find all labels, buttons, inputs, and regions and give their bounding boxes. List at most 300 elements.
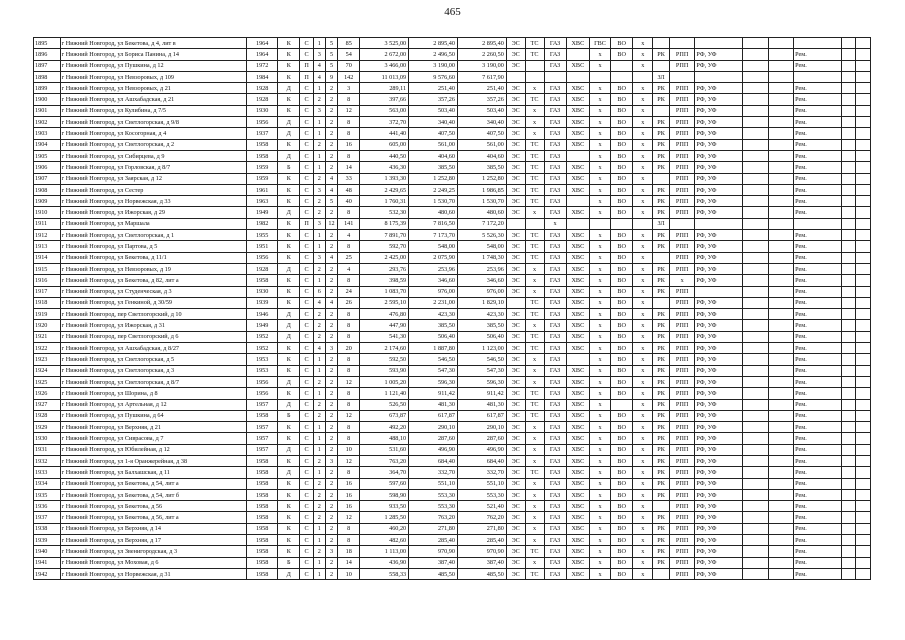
table-cell bbox=[841, 455, 855, 466]
table-cell: ЭС bbox=[506, 286, 525, 297]
table-cell bbox=[856, 343, 871, 354]
table-cell: ХВС bbox=[566, 162, 589, 173]
table-cell bbox=[768, 207, 794, 218]
table-cell: С bbox=[300, 331, 313, 342]
table-cell: 436,30 bbox=[360, 162, 409, 173]
table-cell: 8 bbox=[338, 422, 360, 433]
table-row bbox=[34, 252, 871, 263]
table-cell bbox=[768, 489, 794, 500]
table-cell: РПП bbox=[669, 399, 695, 410]
table-cell: х bbox=[589, 410, 610, 421]
table-cell: ГАЗ bbox=[544, 467, 566, 478]
table-cell: х bbox=[589, 557, 610, 568]
table-cell: ГАЗ bbox=[544, 433, 566, 444]
table-cell bbox=[768, 286, 794, 297]
table-cell: 398,59 bbox=[360, 275, 409, 286]
table-cell: 1 bbox=[313, 535, 325, 546]
table-cell: ВО bbox=[611, 478, 633, 489]
table-cell bbox=[566, 150, 589, 161]
table-cell: РФ, УФ bbox=[695, 241, 743, 252]
table-cell bbox=[743, 320, 769, 331]
table-cell bbox=[743, 546, 769, 557]
table-cell bbox=[743, 117, 769, 128]
table-cell: РПП bbox=[669, 230, 695, 241]
table-cell: 1958 bbox=[247, 150, 278, 161]
table-cell: 4 bbox=[325, 252, 337, 263]
table-row bbox=[34, 501, 871, 512]
page-number: 465 bbox=[444, 6, 461, 18]
table-cell: ХВС bbox=[566, 546, 589, 557]
table-cell: х bbox=[633, 117, 653, 128]
table-cell: ВО bbox=[611, 489, 633, 500]
table-cell: ГАЗ bbox=[544, 94, 566, 105]
table-cell bbox=[856, 331, 871, 342]
table-cell bbox=[743, 433, 769, 444]
table-cell: ГАЗ bbox=[544, 354, 566, 365]
table-cell: г Нижний Новгород, пер Светлогорский, д 10 bbox=[60, 309, 246, 320]
table-cell bbox=[841, 365, 855, 376]
table-cell: РК bbox=[653, 83, 670, 94]
table-cell: Рем. bbox=[794, 252, 842, 263]
table-cell: х bbox=[633, 501, 653, 512]
table-cell: 24 bbox=[338, 286, 360, 297]
table-cell bbox=[768, 230, 794, 241]
table-cell: 1964 bbox=[247, 49, 278, 60]
table-cell: К bbox=[278, 184, 300, 195]
table-cell bbox=[856, 433, 871, 444]
table-cell: 7 816,50 bbox=[409, 218, 458, 229]
table-cell: х bbox=[525, 422, 544, 433]
table-cell: г Нижний Новгород, ул Верхняя, д 17 bbox=[60, 535, 246, 546]
table-cell bbox=[856, 60, 871, 71]
table-cell: РК bbox=[653, 286, 670, 297]
table-cell: ХВС bbox=[566, 376, 589, 387]
table-cell: Рем. bbox=[794, 83, 842, 94]
table-cell: 12 bbox=[338, 376, 360, 387]
table-cell: РФ, УФ bbox=[695, 117, 743, 128]
table-cell: ХВС bbox=[566, 568, 589, 579]
table-cell: Д bbox=[278, 320, 300, 331]
table-cell: 2 bbox=[325, 444, 337, 455]
table-cell bbox=[841, 49, 855, 60]
table-cell bbox=[768, 309, 794, 320]
table-row bbox=[34, 489, 871, 500]
table-cell: РФ, УФ bbox=[695, 60, 743, 71]
table-cell bbox=[768, 557, 794, 568]
table-cell: 546,50 bbox=[409, 354, 458, 365]
table-cell: ВО bbox=[611, 422, 633, 433]
table-cell: х bbox=[525, 117, 544, 128]
table-cell: 1 bbox=[313, 117, 325, 128]
table-cell bbox=[653, 173, 670, 184]
table-cell: 506,40 bbox=[457, 331, 506, 342]
table-cell: 8 bbox=[338, 399, 360, 410]
table-cell bbox=[768, 410, 794, 421]
table-cell bbox=[841, 433, 855, 444]
table-cell: ХВС bbox=[566, 388, 589, 399]
table-cell bbox=[743, 71, 769, 82]
table-cell: х bbox=[633, 399, 653, 410]
table-cell: х bbox=[633, 105, 653, 116]
table-cell: г Нижний Новгород, ул Моховая, д 6 bbox=[60, 557, 246, 568]
table-cell: 2 bbox=[325, 410, 337, 421]
table-cell bbox=[743, 139, 769, 150]
table-cell: С bbox=[300, 388, 313, 399]
table-cell bbox=[768, 252, 794, 263]
table-cell: 8 bbox=[338, 275, 360, 286]
table-row bbox=[34, 410, 871, 421]
table-cell: 496,90 bbox=[409, 444, 458, 455]
table-cell: х bbox=[633, 433, 653, 444]
table-cell: 2 672,00 bbox=[360, 49, 409, 60]
table-cell: 2 bbox=[325, 399, 337, 410]
table-cell: 1900 bbox=[34, 94, 61, 105]
table-cell: ВО bbox=[611, 523, 633, 534]
table-cell: 1 829,10 bbox=[457, 297, 506, 308]
table-cell: РФ, УФ bbox=[695, 489, 743, 500]
table-cell: С bbox=[300, 230, 313, 241]
table-cell: 7 891,70 bbox=[360, 230, 409, 241]
table-cell: 1958 bbox=[247, 535, 278, 546]
table-row bbox=[34, 128, 871, 139]
table-cell bbox=[856, 376, 871, 387]
table-cell: РФ, УФ bbox=[695, 546, 743, 557]
table-cell: Рем. bbox=[794, 444, 842, 455]
table-cell: 481,30 bbox=[457, 399, 506, 410]
table-cell: С bbox=[300, 557, 313, 568]
table-cell: РФ, УФ bbox=[695, 162, 743, 173]
table-cell bbox=[841, 117, 855, 128]
table-cell: 1919 bbox=[34, 309, 61, 320]
table-cell: 2 bbox=[325, 139, 337, 150]
table-cell bbox=[566, 196, 589, 207]
table-cell bbox=[856, 546, 871, 557]
table-cell: х bbox=[589, 196, 610, 207]
table-cell: ГАЗ bbox=[544, 60, 566, 71]
table-cell: х bbox=[633, 388, 653, 399]
table-row bbox=[34, 467, 871, 478]
table-cell: ВО bbox=[611, 455, 633, 466]
table-cell: х bbox=[589, 489, 610, 500]
table-row bbox=[34, 422, 871, 433]
table-cell: С bbox=[300, 150, 313, 161]
table-cell: 251,40 bbox=[457, 83, 506, 94]
table-cell: РК bbox=[653, 546, 670, 557]
table-cell: х bbox=[633, 139, 653, 150]
table-cell: ХВС bbox=[566, 60, 589, 71]
table-cell: К bbox=[278, 173, 300, 184]
table-cell: г Нижний Новгород, ул Бекетова, д 54, лит б bbox=[60, 489, 246, 500]
table-cell bbox=[768, 455, 794, 466]
table-cell: х bbox=[633, 535, 653, 546]
table-cell: С bbox=[300, 117, 313, 128]
table-cell: Рем. bbox=[794, 535, 842, 546]
table-cell bbox=[856, 150, 871, 161]
table-cell: РПП bbox=[669, 320, 695, 331]
table-cell: 2 bbox=[325, 535, 337, 546]
table-cell: х bbox=[633, 263, 653, 274]
table-cell: 1905 bbox=[34, 150, 61, 161]
table-cell bbox=[856, 309, 871, 320]
table-cell bbox=[743, 173, 769, 184]
table-cell bbox=[768, 173, 794, 184]
table-cell: 3 bbox=[313, 184, 325, 195]
table-cell: х bbox=[525, 455, 544, 466]
table-cell: 1 bbox=[313, 388, 325, 399]
table-cell: 357,26 bbox=[409, 94, 458, 105]
table-cell: х bbox=[633, 422, 653, 433]
table-cell bbox=[856, 535, 871, 546]
table-cell: 2 bbox=[325, 263, 337, 274]
table-cell: х bbox=[525, 320, 544, 331]
table-cell: 4 bbox=[313, 343, 325, 354]
table-cell: Рем. bbox=[794, 297, 842, 308]
table-cell: 1 887,80 bbox=[409, 343, 458, 354]
table-cell: г Нижний Новгород, ул Верхняя, д 14 bbox=[60, 523, 246, 534]
table-row bbox=[34, 275, 871, 286]
table-cell bbox=[653, 568, 670, 579]
table-cell: ХВС bbox=[566, 139, 589, 150]
table-cell: РК bbox=[653, 489, 670, 500]
table-cell: 2 bbox=[325, 354, 337, 365]
table-cell: П bbox=[300, 60, 313, 71]
table-cell: 332,70 bbox=[457, 467, 506, 478]
table-cell: 2 bbox=[325, 105, 337, 116]
table-cell: х bbox=[525, 444, 544, 455]
table-cell: х bbox=[633, 184, 653, 195]
table-cell: 2 bbox=[325, 83, 337, 94]
table-cell: ТС bbox=[525, 173, 544, 184]
table-cell: ЭС bbox=[506, 105, 525, 116]
table-row bbox=[34, 309, 871, 320]
table-cell bbox=[743, 467, 769, 478]
table-cell: ЭС bbox=[506, 117, 525, 128]
table-cell: х bbox=[589, 546, 610, 557]
table-cell: РК bbox=[653, 410, 670, 421]
table-cell: ХВС bbox=[566, 83, 589, 94]
table-cell: 2 bbox=[325, 150, 337, 161]
table-cell: г Нижний Новгород, ул Шорина, д 8 bbox=[60, 388, 246, 399]
table-cell: РК bbox=[653, 478, 670, 489]
table-cell: С bbox=[300, 523, 313, 534]
table-cell bbox=[856, 218, 871, 229]
table-cell: 1956 bbox=[247, 117, 278, 128]
table-cell bbox=[856, 139, 871, 150]
table-cell bbox=[841, 230, 855, 241]
table-cell: 1958 bbox=[247, 568, 278, 579]
table-cell: ЭС bbox=[506, 478, 525, 489]
table-cell bbox=[841, 105, 855, 116]
table-cell: 762,20 bbox=[457, 512, 506, 523]
table-cell: РПП bbox=[669, 557, 695, 568]
table-cell: 526,50 bbox=[360, 399, 409, 410]
table-cell: х bbox=[589, 467, 610, 478]
table-cell bbox=[768, 512, 794, 523]
table-cell: 8 bbox=[338, 94, 360, 105]
table-cell: 141 bbox=[338, 218, 360, 229]
table-cell: х bbox=[544, 218, 566, 229]
table-cell: 407,50 bbox=[409, 128, 458, 139]
table-cell: 1917 bbox=[34, 286, 61, 297]
table-cell: Рем. bbox=[794, 388, 842, 399]
table-cell: 11 013,09 bbox=[360, 71, 409, 82]
table-cell: ХВС bbox=[566, 467, 589, 478]
table-cell bbox=[856, 207, 871, 218]
table-cell: 5 bbox=[325, 60, 337, 71]
table-cell: 506,40 bbox=[409, 331, 458, 342]
table-cell: РПП bbox=[669, 546, 695, 557]
table-cell: К bbox=[278, 105, 300, 116]
table-row bbox=[34, 105, 871, 116]
table-cell: РФ, УФ bbox=[695, 105, 743, 116]
table-cell bbox=[653, 105, 670, 116]
table-cell: 1 bbox=[313, 557, 325, 568]
table-cell: С bbox=[300, 297, 313, 308]
table-cell: ВО bbox=[611, 343, 633, 354]
table-cell bbox=[768, 71, 794, 82]
table-cell: 397,66 bbox=[360, 94, 409, 105]
table-cell: 2 bbox=[325, 309, 337, 320]
table-cell bbox=[856, 422, 871, 433]
table-cell: ЭС bbox=[506, 83, 525, 94]
table-cell: 423,30 bbox=[409, 309, 458, 320]
table-cell: Рем. bbox=[794, 489, 842, 500]
table-cell: Д bbox=[278, 309, 300, 320]
table-cell: 1 252,80 bbox=[457, 173, 506, 184]
table-cell: 548,00 bbox=[409, 241, 458, 252]
table-row bbox=[34, 331, 871, 342]
table-cell: П bbox=[300, 218, 313, 229]
table-cell: ТС bbox=[525, 241, 544, 252]
table-cell: ВО bbox=[611, 252, 633, 263]
table-cell: РФ, УФ bbox=[695, 354, 743, 365]
table-cell: 1949 bbox=[247, 320, 278, 331]
table-cell: ЭС bbox=[506, 252, 525, 263]
table-cell: 976,00 bbox=[457, 286, 506, 297]
table-cell: РФ, УФ bbox=[695, 173, 743, 184]
table-cell: 8 bbox=[338, 241, 360, 252]
table-cell bbox=[841, 523, 855, 534]
table-cell bbox=[841, 309, 855, 320]
table-cell: 1958 bbox=[247, 546, 278, 557]
table-cell: Рем. bbox=[794, 162, 842, 173]
table-cell: 2 bbox=[313, 512, 325, 523]
table-cell: ГАЗ bbox=[544, 139, 566, 150]
table-cell: 911,42 bbox=[409, 388, 458, 399]
table-cell bbox=[841, 557, 855, 568]
table-cell: 1918 bbox=[34, 297, 61, 308]
table-cell: 563,00 bbox=[360, 105, 409, 116]
table-cell: РК bbox=[653, 399, 670, 410]
table-cell: 1941 bbox=[34, 557, 61, 568]
table-cell: х bbox=[589, 433, 610, 444]
table-cell: 1 bbox=[313, 568, 325, 579]
table-cell bbox=[695, 38, 743, 49]
table-cell: ВО bbox=[611, 354, 633, 365]
table-cell: х bbox=[633, 568, 653, 579]
table-cell: 8 bbox=[338, 207, 360, 218]
table-cell: х bbox=[633, 444, 653, 455]
table-cell: ГАЗ bbox=[544, 38, 566, 49]
table-cell: ЭС bbox=[506, 94, 525, 105]
table-cell: 1953 bbox=[247, 365, 278, 376]
table-cell bbox=[856, 38, 871, 49]
table-cell bbox=[743, 196, 769, 207]
table-cell: ХВС bbox=[566, 263, 589, 274]
table-cell: 1942 bbox=[34, 568, 61, 579]
table-cell: Рем. bbox=[794, 60, 842, 71]
table-cell bbox=[841, 354, 855, 365]
table-cell: х bbox=[633, 331, 653, 342]
table-cell bbox=[768, 297, 794, 308]
table-cell: РК bbox=[653, 309, 670, 320]
table-cell: х bbox=[633, 49, 653, 60]
table-cell: РФ, УФ bbox=[695, 252, 743, 263]
table-cell bbox=[743, 501, 769, 512]
table-cell: ВО bbox=[611, 230, 633, 241]
table-cell: ВО bbox=[611, 557, 633, 568]
table-cell: 492,20 bbox=[360, 422, 409, 433]
table-cell: 8 bbox=[338, 365, 360, 376]
table-cell: ХВС bbox=[566, 535, 589, 546]
table-cell: г Нижний Новгород, ул Кулибина, д 7/5 bbox=[60, 105, 246, 116]
table-cell: 285,40 bbox=[457, 535, 506, 546]
table-cell bbox=[743, 263, 769, 274]
table-cell: Рем. bbox=[794, 354, 842, 365]
table-cell: 1956 bbox=[247, 388, 278, 399]
table-cell: г Нижний Новгород, ул Ашхабадская, д 21 bbox=[60, 94, 246, 105]
table-cell: ВО bbox=[611, 275, 633, 286]
table-cell: 2 bbox=[313, 546, 325, 557]
table-cell: Б bbox=[278, 410, 300, 421]
table-cell: ГАЗ bbox=[544, 162, 566, 173]
table-cell: х bbox=[589, 444, 610, 455]
table-cell: ВО bbox=[611, 94, 633, 105]
table-cell: РФ, УФ bbox=[695, 376, 743, 387]
table-cell: х bbox=[633, 376, 653, 387]
table-cell: 4 bbox=[313, 71, 325, 82]
table-cell: х bbox=[589, 83, 610, 94]
table-cell bbox=[841, 38, 855, 49]
table-cell: ТС bbox=[525, 49, 544, 60]
table-cell: К bbox=[278, 422, 300, 433]
table-cell: ЭС bbox=[506, 263, 525, 274]
table-cell: х bbox=[589, 60, 610, 71]
table-cell: 1923 bbox=[34, 354, 61, 365]
table-cell bbox=[841, 139, 855, 150]
table-cell: 1931 bbox=[34, 444, 61, 455]
table-cell: 1930 bbox=[34, 433, 61, 444]
table-cell: ГАЗ bbox=[544, 309, 566, 320]
table-cell bbox=[669, 38, 695, 49]
table-cell: К bbox=[278, 512, 300, 523]
table-cell bbox=[768, 49, 794, 60]
table-cell: х bbox=[589, 286, 610, 297]
table-cell: ЭС bbox=[506, 410, 525, 421]
table-cell: РК bbox=[653, 388, 670, 399]
table-cell bbox=[856, 94, 871, 105]
table-cell bbox=[566, 71, 589, 82]
table-cell bbox=[566, 354, 589, 365]
table-cell bbox=[841, 173, 855, 184]
table-cell: РФ, УФ bbox=[695, 523, 743, 534]
table-cell: 592,50 bbox=[360, 354, 409, 365]
table-cell bbox=[856, 184, 871, 195]
table-cell: Рем. bbox=[794, 320, 842, 331]
table-cell: 2 bbox=[325, 241, 337, 252]
table-cell: Д bbox=[278, 331, 300, 342]
table-cell: К bbox=[278, 60, 300, 71]
